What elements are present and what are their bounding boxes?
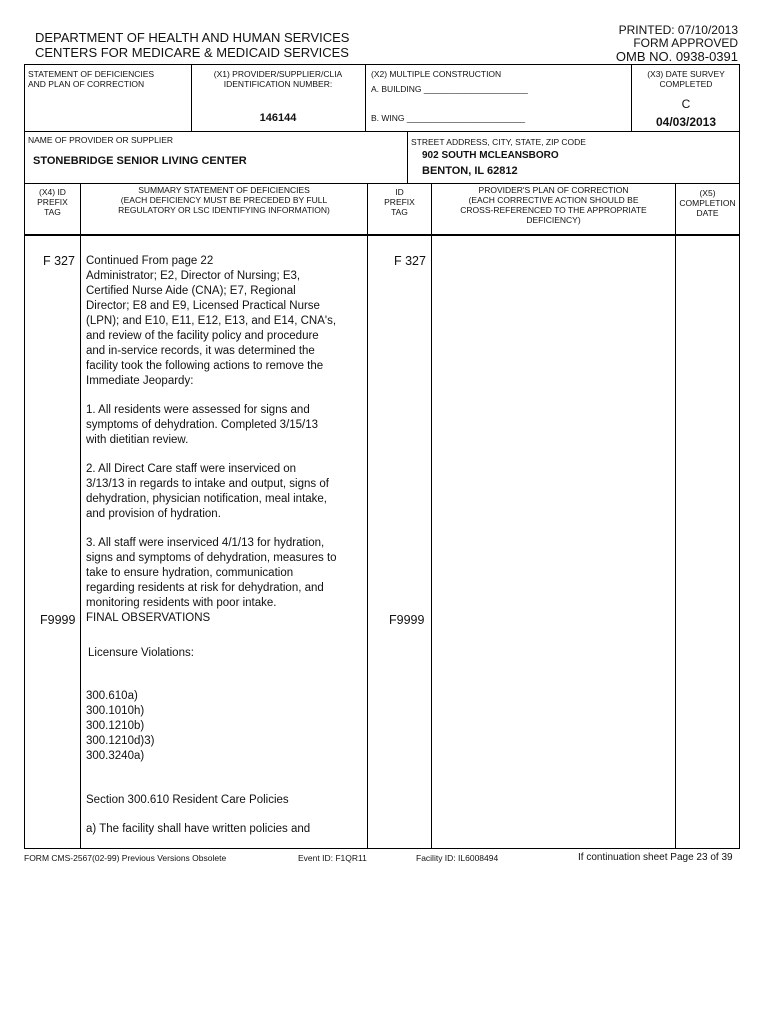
provider-name: STONEBRIDGE SENIOR LIVING CENTER (33, 155, 247, 167)
list-item: 300.1210b) (86, 720, 145, 732)
multiple-construction-label: (X2) MULTIPLE CONSTRUCTION (371, 69, 502, 79)
building-field: A. BUILDING ______________________ (371, 84, 528, 94)
wing-field: B. WING _________________________ (371, 113, 526, 123)
licensure-violations: Licensure Violations: (88, 647, 194, 659)
list-item: 300.1210d)3) (86, 735, 155, 747)
facility-id: Facility ID: IL6008494 (416, 853, 499, 863)
page-number: If continuation sheet Page 23 of 39 (578, 852, 733, 863)
list-item: 300.610a) (86, 690, 138, 702)
id-header: ID PREFIX TAG (384, 187, 415, 217)
plan-prefix-tag: F 327 (394, 254, 426, 268)
form-approved: FORM APPROVED (633, 36, 738, 50)
provider-id-value: 146144 (259, 112, 297, 124)
list-item: 300.3240a) (86, 750, 145, 762)
survey-date: 04/03/2013 (655, 115, 717, 129)
paragraph: Continued From page 22 Administrator; E2, Director of Nursing; E3, Certified Nurse Aide (CNA); E7, Regional Director; E8 and E9, Licensed Practical Nurse (LPN); and E10, E11, E12, E13, and E14, CNA's, and review of the facility policy and procedure and in-service records, it was determined the facility took the following actions to remove the Immediate Jeopardy: (86, 255, 337, 387)
form-info (616, 24, 738, 63)
list-item: 300.1010h) (86, 705, 145, 717)
printed-date: PRINTED: 07/10/2013 (618, 23, 738, 37)
form-number: FORM CMS-2567(02-99) Previous Versions Obsolete (24, 853, 227, 863)
plan-prefix-tag: F9999 (389, 613, 425, 627)
provider-id-label: (X1) PROVIDER/SUPPLIER/CLIA IDENTIFICATION NUMBER: (213, 69, 343, 89)
paragraph: 1. All residents were assessed for signs and symptoms of dehydration. Completed 3/15/13 with dietitian review. (86, 404, 319, 446)
address-street: 902 SOUTH MCLEANSBORO (422, 150, 559, 161)
paragraph: 3. All staff were inserviced 4/1/13 for hydration, signs and symptoms of dehydration, measures to take to ensure hydration, communication regarding residents at risk for dehydration, and monitoring residents with poor intake. (86, 537, 337, 609)
survey-date-label: (X3) DATE SURVEY COMPLETED (647, 69, 725, 89)
summary-header: SUMMARY STATEMENT OF DEFICIENCIES (EACH DEFICIENCY MUST BE PRECEDED BY FULL REGULATORY OR LSC IDENTIFYING INFORMATION) (118, 185, 330, 215)
agency-header (35, 30, 349, 60)
section-heading: Section 300.610 Resident Care Policies (86, 794, 289, 806)
violation-list (86, 689, 366, 764)
agency-subname: CENTERS FOR MEDICARE & MEDICAID SERVICES (35, 45, 349, 60)
address-city: BENTON, IL 62812 (422, 165, 518, 177)
summary-text (86, 254, 366, 837)
survey-code: C (681, 97, 691, 111)
prefix-tag: F9999 (40, 613, 76, 627)
completion-header: (X5) COMPLETION DATE (679, 188, 736, 218)
provider-label: NAME OF PROVIDER OR SUPPLIER (28, 135, 173, 145)
event-id: Event ID: F1QR11 (298, 853, 367, 863)
final-observations: FINAL OBSERVATIONS (86, 612, 211, 624)
paragraph: 2. All Direct Care staff were inserviced on 3/13/13 in regards to intake and output, signs of dehydration, physician notification, meal intake, and provision of hydration. (86, 463, 329, 520)
x4-header: (X4) ID PREFIX TAG (37, 187, 68, 217)
statement-label: STATEMENT OF DEFICIENCIES AND PLAN OF CORRECTION (28, 69, 155, 89)
address-label: STREET ADDRESS, CITY, STATE, ZIP CODE (411, 137, 586, 147)
omb-number: OMB NO. 0938-0391 (615, 49, 738, 64)
policy-line: a) The facility shall have written policies and (86, 823, 311, 835)
agency-name: DEPARTMENT OF HEALTH AND HUMAN SERVICES (35, 30, 350, 45)
prefix-tag: F 327 (43, 254, 75, 268)
plan-header: PROVIDER'S PLAN OF CORRECTION (EACH CORRECTIVE ACTION SHOULD BE CROSS-REFERENCED TO THE APPROPRIATE DEFICIENCY) (460, 185, 647, 225)
